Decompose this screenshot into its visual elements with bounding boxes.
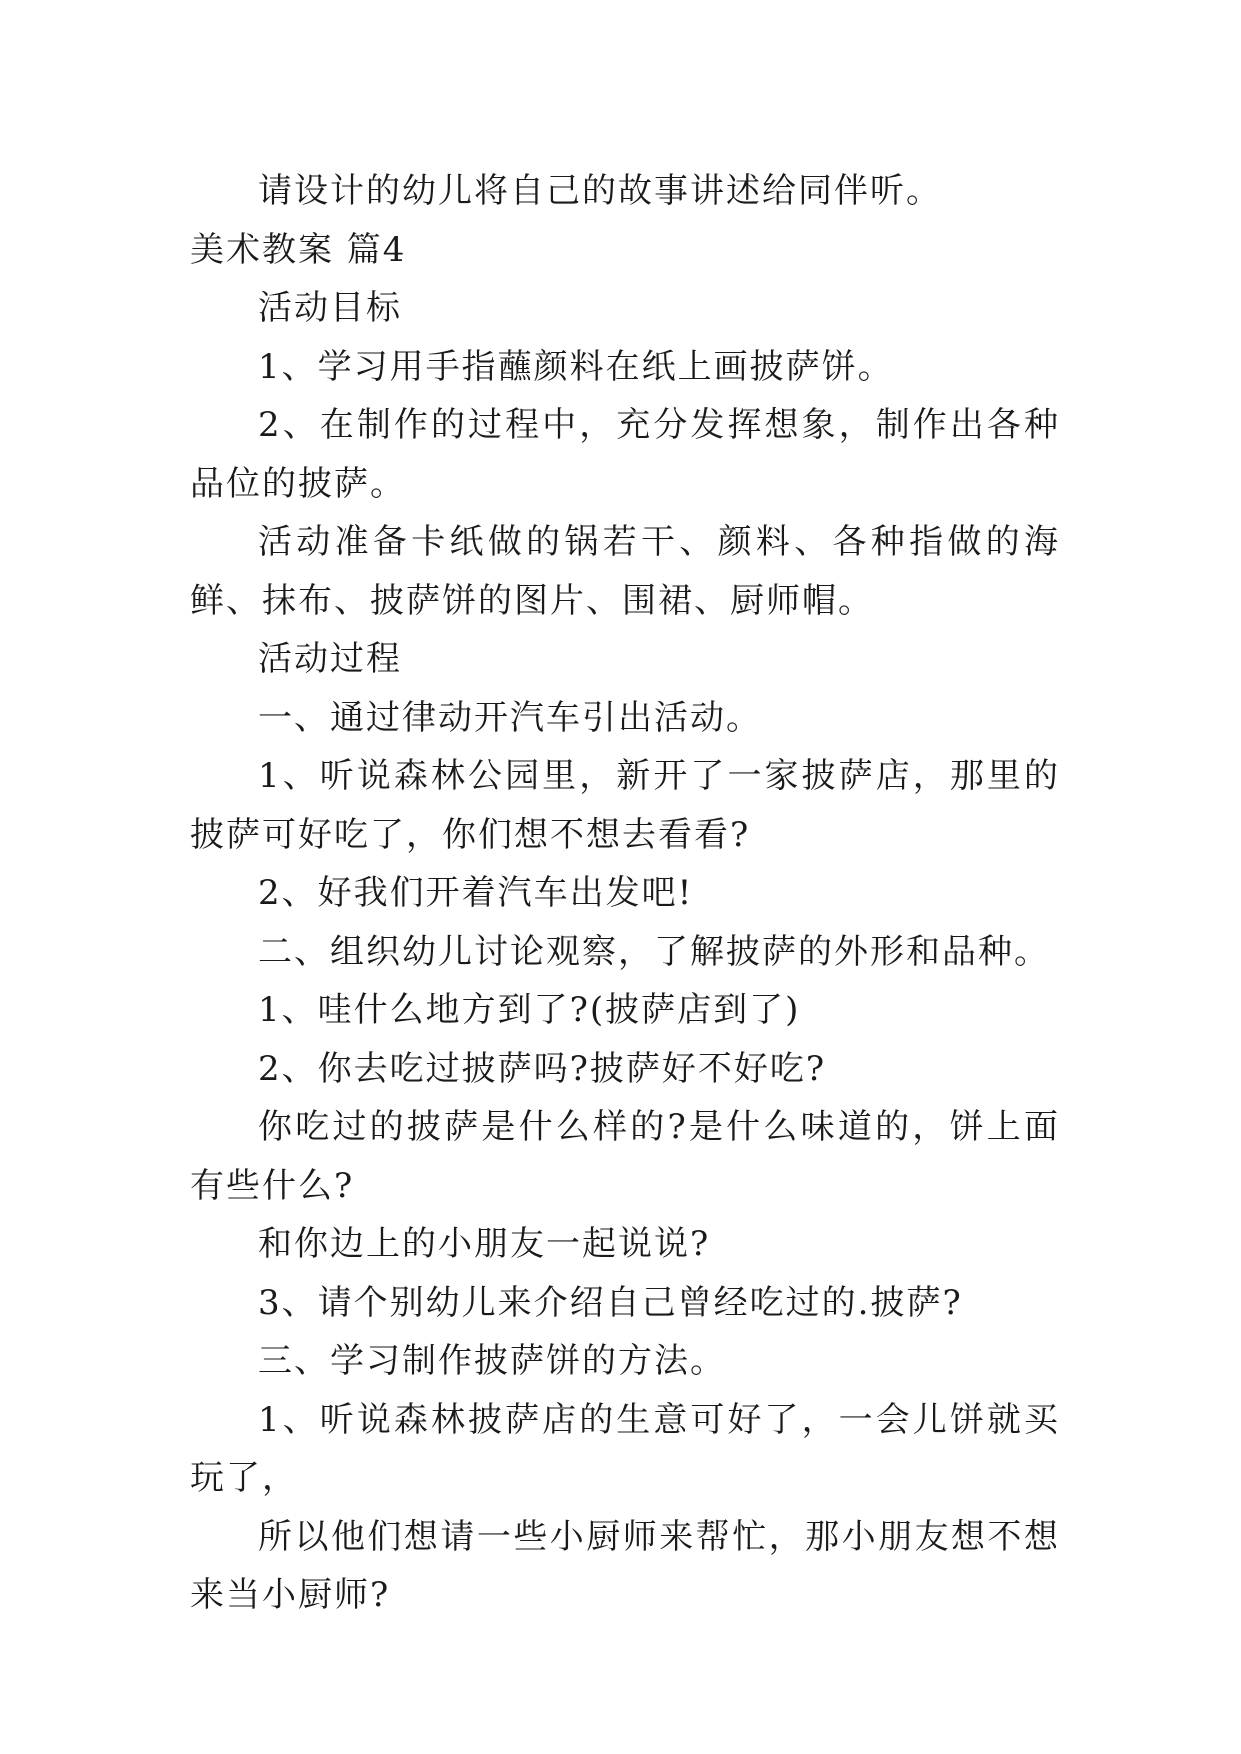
paragraph: 1、听说森林披萨店的生意可好了，一会儿饼就买玩了，: [190, 1399, 1060, 1498]
paragraph: 2、你去吃过披萨吗?披萨好不好吃?: [258, 1048, 827, 1089]
paragraph: 1、学习用手指蘸颜料在纸上画披萨饼。: [258, 346, 894, 387]
paragraph: 一、通过律动开汽车引出活动。: [258, 697, 762, 738]
section-heading: 美术教案 篇4: [190, 229, 407, 270]
paragraph: 请设计的幼儿将自己的故事讲述给同伴听。: [258, 171, 942, 211]
document-body: [190, 162, 1060, 1625]
paragraph: 3、请个别幼儿来介绍自己曾经吃过的.披萨?: [258, 1282, 963, 1323]
paragraph: 1、听说森林公园里，新开了一家披萨店，那里的披萨可好吃了，你们想不想去看看?: [190, 756, 1060, 855]
paragraph: 三、学习制作披萨饼的方法。: [258, 1341, 726, 1381]
paragraph: 2、好我们开着汽车出发吧!: [258, 873, 694, 913]
paragraph: 你吃过的披萨是什么样的?是什么味道的，饼上面有些什么?: [190, 1107, 1060, 1206]
paragraph: 所以他们想请一些小厨师来帮忙，那小朋友想不想来当小厨师?: [190, 1516, 1060, 1615]
subheading-activity-goals: 活动目标: [258, 288, 402, 328]
paragraph: 二、组织幼儿讨论观察，了解披萨的外形和品种。: [258, 931, 1050, 972]
subheading-activity-process: 活动过程: [258, 639, 402, 679]
paragraph: 和你边上的小朋友一起说说?: [258, 1224, 711, 1264]
paragraph: 活动准备卡纸做的锅若干、颜料、各种指做的海鲜、抹布、披萨饼的图片、围裙、厨师帽。: [190, 522, 1060, 621]
paragraph: 2、在制作的过程中，充分发挥想象，制作出各种品位的披萨。: [190, 405, 1060, 504]
paragraph: 1、哇什么地方到了?(披萨店到了): [258, 990, 801, 1030]
